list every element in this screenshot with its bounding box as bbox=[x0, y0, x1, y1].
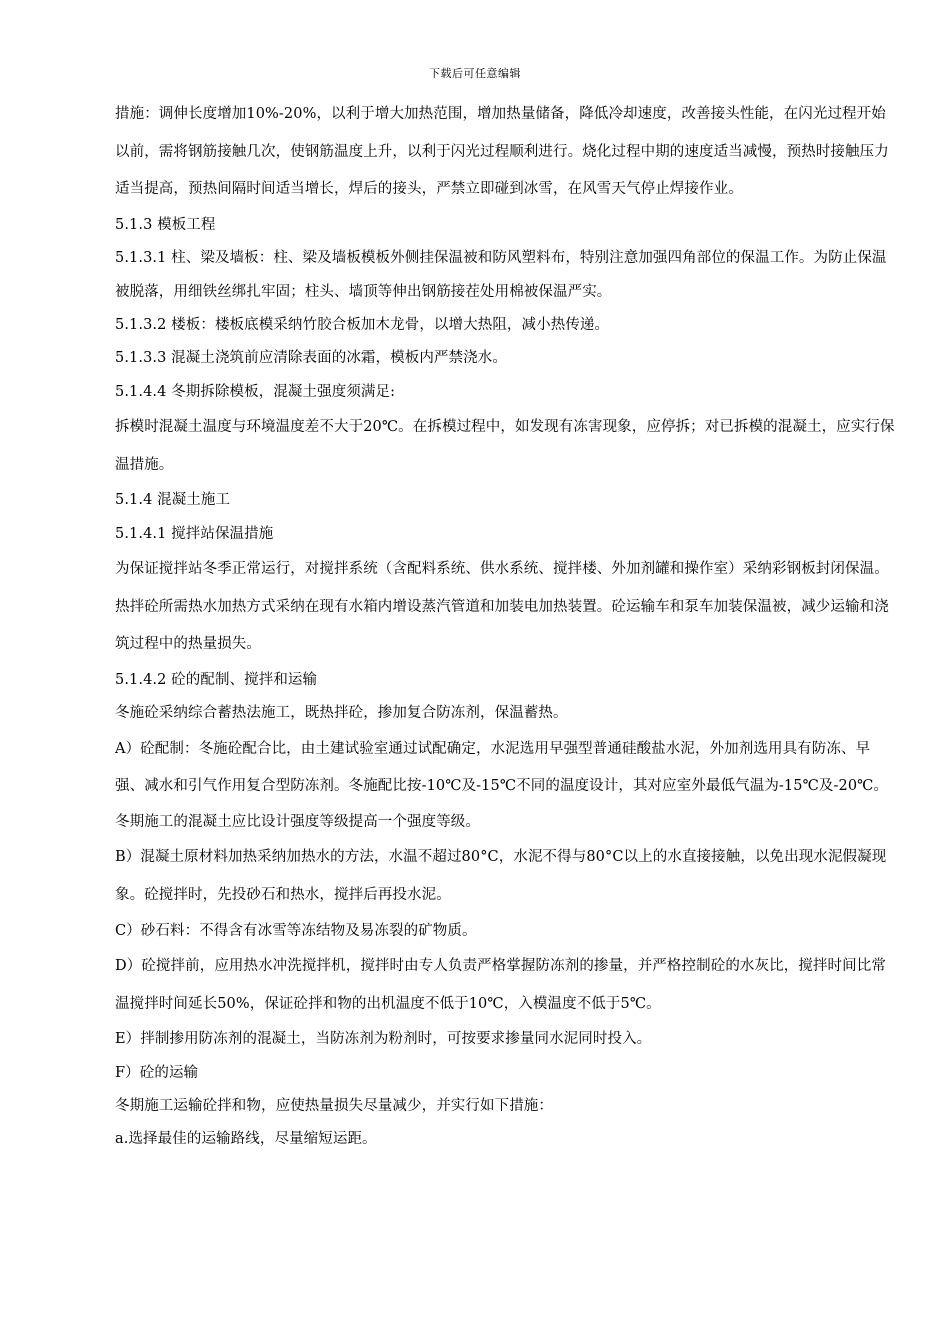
heading-5-1-4-1: 5.1.4.1 搅拌站保温措施 bbox=[115, 525, 274, 542]
paragraph-item-e: E）拌制掺用防冻剂的混凝土，当防冻剂为粉剂时，可按要求掺量同水泥同时投入。 bbox=[115, 1031, 652, 1048]
paragraph-item-a-route: a.选择最佳的运输路线，尽量缩短运距。 bbox=[115, 1131, 377, 1148]
paragraph-item-d: D）砼搅拌前，应用热水冲洗搅拌机，搅拌时由专人负责严格掌握防冻剂的掺量，并严格控制砼的水灰比，搅拌时间比常温搅拌时间延长50%，保证砼拌和物的出机温度不低于10℃，入模温度不低于5℃。 bbox=[115, 958, 886, 1012]
paragraph-item-b: B）混凝土原材料加热采纳加热水的方法，水温不超过80°C，水泥不得与80°C以上的水直接接触，以免出现水泥假凝现象。砼搅拌时，先投砂石和热水，搅拌后再投水泥。 bbox=[115, 849, 887, 903]
paragraph-5-1-3-3: 5.1.3.3 混凝土浇筑前应清除表面的冰霜，模板内严禁浇水。 bbox=[115, 350, 507, 367]
paragraph-transport-measures: 冬期施工运输砼拌和物，应使热量损失尽量减少，并实行如下措施： bbox=[115, 1098, 553, 1114]
paragraph-mixing-station: 为保证搅拌站冬季正常运行，对搅拌系统（含配料系统、供水系统、搅拌楼、外加剂罐和操作室）采纳彩钢板封闭保温。热拌砼所需热水加热方式采纳在现有水箱内增设蒸汽管道和加装电加热装置。砼运输车和泵车加装保温被，减少运输和浇筑过程中的热量损失。 bbox=[115, 561, 889, 653]
paragraph-5-1-3-1: 5.1.3.1 柱、梁及墙板：柱、梁及墙板模板外侧挂保温被和防风塑料布，特别注意加强四角部位的保温工作。为防止保温被脱落，用细铁丝绑扎牢固；柱头、墙顶等伸出钢筋接茬处用棉被保温严实。 bbox=[115, 250, 887, 300]
paragraph-formwork-removal: 拆模时混凝土温度与环境温度差不大于20℃。在拆模过程中，如发现有冻害现象，应停拆；对已拆模的混凝土，应实行保温措施。 bbox=[115, 419, 895, 473]
heading-5-1-4-2: 5.1.4.2 砼的配制、搅拌和运输 bbox=[115, 672, 318, 688]
page-header: 下载后可任意编辑 bbox=[429, 67, 521, 80]
paragraph-heat-storage: 冬施砼采纳综合蓄热法施工，既热拌砼，掺加复合防冻剂，保温蓄热。 bbox=[115, 705, 568, 722]
paragraph-item-f: F）砼的运输 bbox=[115, 1064, 199, 1081]
paragraph-5-1-3-2: 5.1.3.2 楼板：楼板底模采纳竹胶合板加木龙骨，以增大热阻，减小热传递。 bbox=[115, 317, 610, 333]
paragraph-5-1-4-4: 5.1.4.4 冬期拆除模板，混凝土强度须满足: bbox=[115, 383, 396, 400]
paragraph-strength-grade: 冬期施工的混凝土应比设计强度等级提高一个强度等级。 bbox=[115, 814, 480, 830]
paragraph-welding-measures: 措施：调伸长度增加10%-20%，以利于增大加热范围，增加热量储备，降低冷却速度，改善接头性能，在闪光过程开始以前，需将钢筋接触几次，使钢筋温度上升，以利于闪光过程顺利进行。烧化过程中期的速度适当减慢，预热时接触压力适当提高，预热间隔时间适当增长，焊后的接头，严禁立即碰到冰雪，在风雪天气停止焊接作业。 bbox=[115, 106, 889, 198]
document-body bbox=[115, 96, 895, 1157]
heading-5-1-4: 5.1.4 混凝土施工 bbox=[115, 492, 231, 509]
heading-5-1-3: 5.1.3 模板工程 bbox=[115, 216, 216, 233]
paragraph-item-a: A）砼配制：冬施砼配合比，由土建试验室通过试配确定，水泥选用早强型普通硅酸盐水泥，外加剂选用具有防冻、早强、减水和引气作用复合型防冻剂。冬施配比按-10℃及-15℃不同的温度设计，其对应室外最低气温为-15℃及-20℃。 bbox=[115, 740, 889, 795]
paragraph-item-c: C）砂石料：不得含有冰雪等冻结物及易冻裂的矿物质。 bbox=[115, 922, 477, 939]
